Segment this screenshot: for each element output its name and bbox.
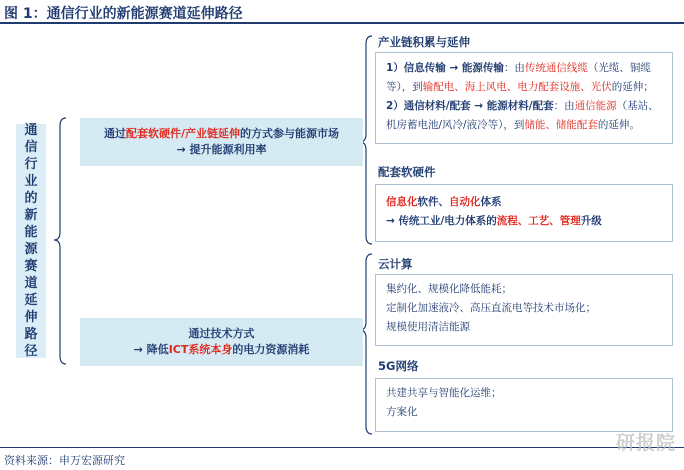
text-run: 2）通信材料/配套 → 能源材料/配套 bbox=[386, 100, 554, 112]
section-box-software-hardware bbox=[375, 184, 673, 242]
text-run: （基站、 bbox=[616, 100, 659, 112]
highlight-text: 信息化 bbox=[386, 196, 418, 208]
section-line bbox=[386, 299, 672, 318]
text-run: 方案化 bbox=[386, 406, 418, 418]
vertical-label-char: 径 bbox=[24, 344, 38, 359]
section-line bbox=[386, 280, 672, 299]
text-run: 体系 bbox=[480, 196, 502, 208]
text-run: 定制化加速液冷、高压直流电等技术市场化； bbox=[386, 302, 596, 314]
text-run: 软件、 bbox=[417, 196, 449, 208]
vertical-label-char: 通 bbox=[24, 123, 38, 138]
section-line bbox=[386, 212, 672, 231]
section-box-industry-chain bbox=[375, 52, 673, 144]
highlight-text: 自动化 bbox=[449, 196, 481, 208]
vertical-label-char: 赛 bbox=[24, 259, 38, 274]
vertical-label-char: 伸 bbox=[24, 310, 38, 325]
text-run: 的延伸； bbox=[611, 81, 654, 93]
highlight-text: 输配电、海上风电、电力配套设施、光伏 bbox=[422, 81, 612, 93]
highlight-text: 配套软硬件/产业链延伸 bbox=[125, 127, 241, 140]
highlight-text: 储能、储能配套 bbox=[524, 119, 598, 131]
vertical-label-char: 源 bbox=[24, 242, 38, 257]
text-run: 规模使用清洁能源 bbox=[386, 321, 470, 333]
vertical-label-char: 行 bbox=[24, 157, 38, 172]
text-run: 机房蓄电池/风冷/液冷等），到 bbox=[386, 119, 525, 131]
vertical-label-char: 能 bbox=[24, 225, 38, 240]
vertical-label-char: 业 bbox=[24, 174, 38, 189]
section-line bbox=[386, 97, 672, 116]
highlight-text: 通信能源 bbox=[574, 100, 617, 112]
highlight-text: 流程、工艺、管理 bbox=[496, 215, 581, 227]
section-line bbox=[386, 403, 672, 422]
vertical-label-char: 新 bbox=[24, 208, 38, 223]
middle-top-line1 bbox=[80, 126, 363, 142]
vertical-label-char: 的 bbox=[24, 191, 38, 206]
text-run: ：由 bbox=[553, 100, 575, 112]
highlight-text: 传统通信线缆 bbox=[524, 62, 588, 74]
middle-top-line2: → 提升能源利用率 bbox=[176, 143, 267, 156]
section-line bbox=[386, 318, 672, 337]
section-box-5g bbox=[375, 378, 673, 432]
vertical-label-box bbox=[16, 124, 46, 358]
vertical-label-char: 道 bbox=[24, 276, 38, 291]
text-run: 升级 bbox=[580, 215, 602, 227]
text-run: 等），到 bbox=[386, 81, 423, 93]
source-note: 资料来源：申万宏源研究 bbox=[4, 454, 125, 467]
text-run: 1）信息传输 → 能源传输 bbox=[386, 62, 504, 74]
text-run: 共建共享与智能化运维； bbox=[386, 387, 502, 399]
vertical-label-char: 路 bbox=[24, 327, 38, 342]
text-run: 的方式参与能源市场 bbox=[240, 127, 340, 140]
text-run: 的电力资源消耗 bbox=[232, 343, 310, 356]
section-title-cloud: 云计算 bbox=[378, 257, 413, 271]
vertical-label-char: 信 bbox=[24, 140, 38, 155]
left-brace bbox=[54, 118, 66, 364]
text-run: 通过 bbox=[103, 127, 126, 140]
vertical-label-char: 延 bbox=[24, 293, 38, 308]
middle-bottom-line2 bbox=[80, 342, 363, 358]
section-title-5g: 5G网络 bbox=[378, 359, 419, 373]
section-box-cloud bbox=[375, 274, 673, 346]
text-run: （光缆、铜缆 bbox=[587, 62, 651, 74]
section-line bbox=[386, 384, 672, 403]
text-run: → 降低 bbox=[133, 343, 169, 356]
figure-title: 图 1：通信行业的新能源赛道延伸路径 bbox=[4, 6, 243, 22]
highlight-text: ICT系统本身 bbox=[168, 343, 233, 356]
section-title-industry-chain: 产业链积累与延伸 bbox=[378, 35, 470, 49]
text-run: ：由 bbox=[503, 62, 525, 74]
section-line bbox=[386, 116, 672, 135]
text-run: → 传统工业/电力体系的 bbox=[386, 215, 497, 227]
text-run: 的延伸。 bbox=[597, 119, 640, 131]
middle-bottom-line1: 通过技术方式 bbox=[188, 327, 255, 340]
section-line bbox=[386, 78, 672, 97]
section-title-software-hardware: 配套软硬件 bbox=[378, 165, 436, 179]
watermark: 研报院 bbox=[615, 432, 676, 454]
section-line bbox=[386, 59, 672, 78]
middle-box-tech bbox=[80, 318, 363, 366]
middle-box-energy-market bbox=[80, 118, 363, 166]
section-line bbox=[386, 193, 672, 212]
text-run: 集约化、规模化降低能耗； bbox=[386, 283, 512, 295]
footer-divider bbox=[0, 447, 684, 448]
